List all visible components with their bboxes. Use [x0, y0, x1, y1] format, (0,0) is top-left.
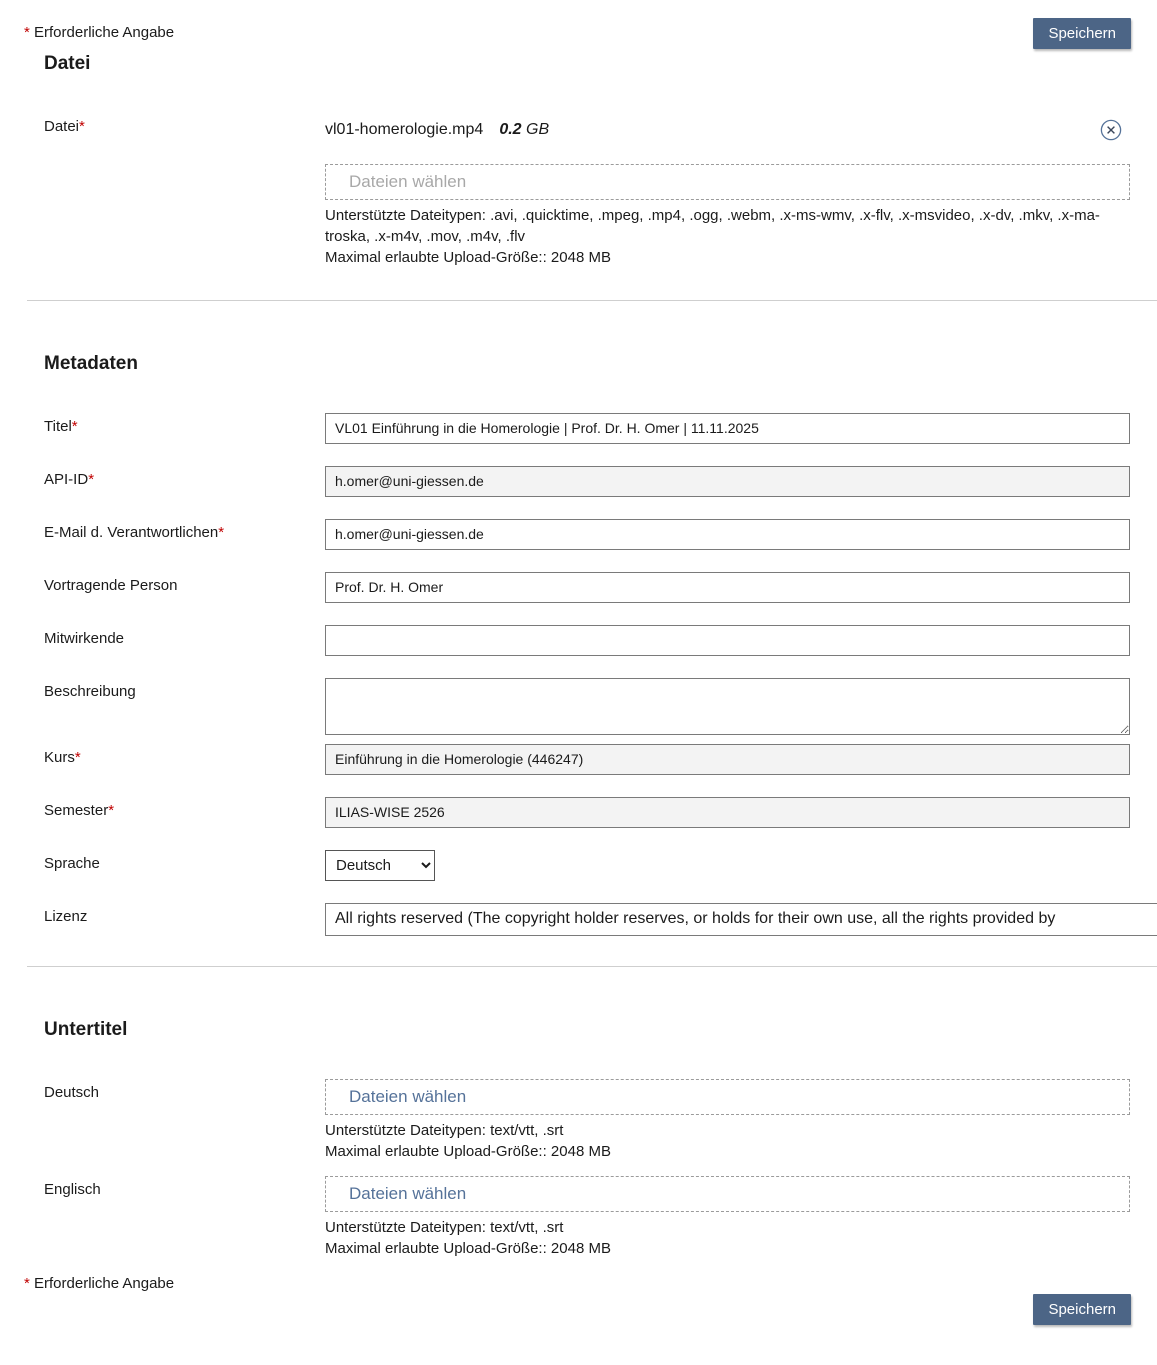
circle-x-icon: [1100, 129, 1122, 144]
subtitle-englisch-dropzone[interactable]: [325, 1176, 1130, 1212]
uploaded-file-entry: [325, 113, 1130, 141]
email-verantwortlichen-input[interactable]: [325, 519, 1130, 550]
vortragende-person-input[interactable]: [325, 572, 1130, 603]
choose-files-label: Dateien wählen: [349, 1183, 467, 1203]
required-note-text: Erforderliche Angabe: [34, 24, 175, 41]
mitwirkende-label: Mitwirkende: [44, 629, 125, 647]
choose-files-label: Dateien wählen: [349, 172, 467, 191]
sprache-label: Sprache: [44, 854, 100, 872]
email-verantwortlichen-label: E-Mail d. Verantwortlichen*: [44, 523, 225, 541]
subtitles-section: [24, 1019, 1131, 1261]
section-divider: [27, 966, 1157, 967]
section-divider: [27, 300, 1157, 301]
mitwirkende-input[interactable]: [325, 625, 1130, 656]
titel-label: Titel*: [44, 417, 78, 435]
semester-input: [325, 797, 1130, 828]
subtitle-englisch-label: Englisch: [44, 1180, 101, 1198]
required-note-top: [24, 24, 174, 41]
file-section: [24, 53, 1131, 270]
vortragende-person-label: Vortragende Person: [44, 576, 178, 594]
uploaded-file-size: 0.2 GB: [499, 121, 550, 138]
file-section-title: Datei: [44, 53, 91, 74]
sprache-select[interactable]: [325, 850, 435, 881]
metadata-section: [24, 353, 1131, 936]
max-upload-size-hint: Maximal erlaubte Upload-Größe:: 2048 MB: [325, 249, 611, 266]
required-note-bottom: [24, 1275, 1131, 1292]
api-id-input: [325, 466, 1130, 497]
titel-input[interactable]: [325, 413, 1130, 444]
supported-filetypes-hint: Unterstützte Dateitypen: .avi, .quicktime, .mpeg, .mp4, .ogg, .webm, .x-ms-wmv, .x-flv, .x-msvideo, .x-dv, .mkv, .x-matroska, .x-m4v, .mov, .m4v, .flv: [325, 207, 1100, 245]
supported-filetypes-hint: Unterstützte Dateitypen: text/vtt, .srt: [325, 1218, 564, 1236]
video-file-dropzone[interactable]: [325, 164, 1130, 200]
subtitle-deutsch-dropzone[interactable]: [325, 1079, 1130, 1115]
metadata-section-title: Metadaten: [44, 352, 138, 374]
form-header: [24, 18, 1131, 49]
supported-filetypes-hint: Unterstützte Dateitypen: text/vtt, .srt: [325, 1121, 564, 1139]
save-button-top[interactable]: Speichern: [1033, 18, 1131, 49]
required-star: *: [24, 1274, 30, 1292]
lizenz-label: Lizenz: [44, 907, 88, 925]
api-id-label: API-ID*: [44, 470, 95, 488]
remove-file-button[interactable]: [1100, 119, 1122, 141]
subtitle-deutsch-label: Deutsch: [44, 1083, 100, 1101]
semester-label: Semester*: [44, 801, 115, 819]
save-button-bottom[interactable]: Speichern: [1033, 1294, 1131, 1325]
required-star: *: [24, 24, 30, 41]
lizenz-input[interactable]: [325, 903, 1157, 936]
kurs-input: [325, 744, 1130, 775]
beschreibung-label: Beschreibung: [44, 682, 136, 700]
uploaded-file-name: vl01-homerologie.mp4: [325, 121, 484, 138]
file-field-label: Datei*: [44, 118, 85, 135]
beschreibung-textarea[interactable]: [325, 678, 1130, 735]
choose-files-label: Dateien wählen: [349, 1086, 467, 1106]
kurs-label: Kurs*: [44, 748, 81, 766]
max-upload-size-hint: Maximal erlaubte Upload-Größe:: 2048 MB: [325, 1240, 611, 1257]
subtitles-section-title: Untertitel: [44, 1018, 128, 1040]
required-note-text: Erforderliche Angabe: [34, 1274, 175, 1292]
max-upload-size-hint: Maximal erlaubte Upload-Größe:: 2048 MB: [325, 1143, 611, 1160]
